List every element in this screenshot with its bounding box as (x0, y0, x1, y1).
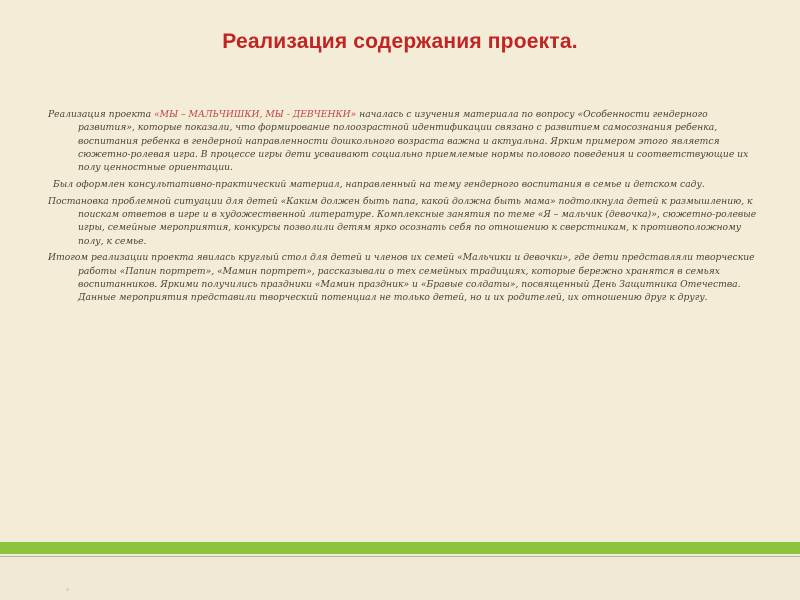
green-accent-bar (0, 542, 800, 554)
paragraph-results: Итогом реализации проекта явилась круглый стол для детей и членов их семей «Мальчики и девочки», где дети представляли творческие работы «Папин портрет», «Мамин портрет», рассказывали о тех семейных традициях, которые бережно хранятся в семьях воспитанников. Яркими получились праздники «Мамин праздник» и «Бравые солдаты», посвященный День Защитника Отечества. Данные мероприятия представили творческий потенциал не только детей, но и их родителей, их отношению друг к другу. (48, 252, 755, 304)
paragraph-intro (48, 108, 760, 174)
slide-title: Реализация содержания проекта. (222, 30, 578, 53)
paragraph-problem-situation: Постановка проблемной ситуации для детей «Каким должен быть папа, какой должна быть мама» подтолкнула детей к размышлению, к поискам ответов в игре и в художественной литературе. Комплексные занятия по теме «Я – мальчик (девочка)», сюжетно-ролевые игры, семейные мероприятия, конкурсы позволили детям ярко осознать себя по отношению к сверстникам, к противоположному полу, к семье. (48, 195, 757, 247)
paragraph-intro-rest: началась с изучения материала по вопросу «Особенности гендерного развития», которые показали, что формирование полоозрастной идентификации связано с развитием самосознания ребенка, воспитания ребенка в гендерной направленности дошкольного возраста важна и актуальна. Ярким примером этого является сюжетно-ролевая игра. В процессе игры дети усваивают социально приемлемые нормы полового поведения и соответствующие их полу ценностные ориентации. (78, 109, 749, 174)
paragraph-intro-lead: Реализация проекта (48, 109, 155, 120)
footer-band (0, 557, 800, 600)
slide-body (48, 108, 760, 308)
project-name-quote: «МЫ – МАЛЬЧИШКИ, МЫ - ДЕВЧЕНКИ» (154, 109, 357, 120)
paragraph-materials: Был оформлен консультативно-практический материал, направленный на тему гендерного воспитания в семье и детском саду. (53, 178, 705, 190)
footer-dot-decoration (66, 588, 69, 591)
